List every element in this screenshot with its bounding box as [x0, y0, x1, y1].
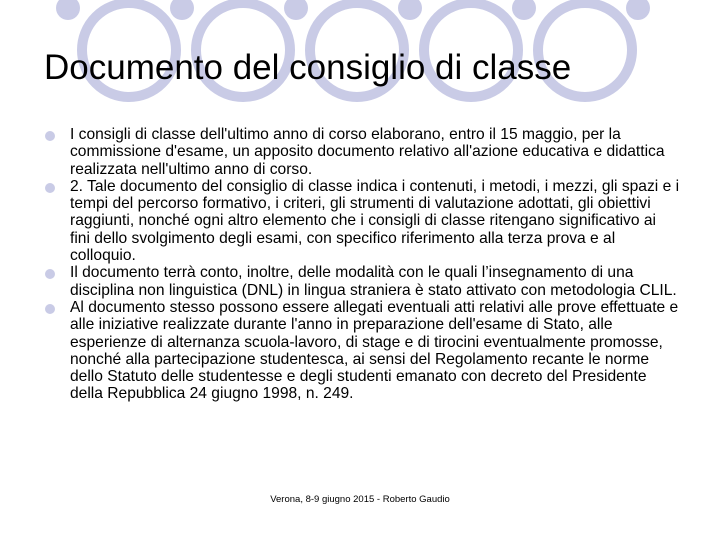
bullet-text: I consigli di classe dell'ultimo anno di corso elaborano, entro il 15 maggio, per la commissione d'esame, un apposito documento relativo all'azione educativa e didattica realizzata nell'ultimo anno di corso.	[70, 126, 665, 178]
decorative-dot	[512, 0, 536, 20]
bullet-item	[0, 264, 680, 299]
decorative-dot	[398, 0, 422, 20]
bullet-text: Il documento terrà conto, inoltre, delle modalità con le quali l’insegnamento di una disciplina non linguistica (DNL) in lingua straniera è stato attivato con metodologia CLIL.	[70, 264, 677, 299]
bullet-item	[0, 126, 680, 178]
bullet-text: 2. Tale documento del consiglio di classe indica i contenuti, i metodi, i mezzi, gli spazi e i tempi del percorso formativo, i criteri, gli strumenti di valutazione adottati, gli obiettivi raggiunti, nonché ogni altro elemento che i consigli di classe ritengano significativo ai fini dello svolgimento degli esami, con specifico riferimento alla terza prova e al colloquio.	[70, 177, 680, 265]
bullet-item	[0, 178, 680, 264]
decorative-dot	[626, 0, 650, 20]
bullet-text: Al documento stesso possono essere allegati eventuali atti relativi alle prove effettuate e alle iniziative realizzate durante l'anno in preparazione dell'esame di Stato, alle esperienze di alternanza scuola-lavoro, di stage e di tirocini eventualmente promosse, nonché alla partecipazione studentesca, ai sensi del Regolamento recante le norme dello Statuto delle studentesse e degli studenti emanato con decreto del Presidente della Repubblica 24 giugno 1998, n. 249.	[70, 298, 679, 403]
slide-title: Documento del consiglio di classe	[44, 48, 572, 87]
decorative-dot	[56, 0, 80, 20]
bullet-icon	[45, 183, 55, 193]
slide-footer: Verona, 8-9 giugno 2015 - Roberto Gaudio	[270, 494, 450, 505]
decorative-dot	[284, 0, 308, 20]
decorative-dot	[170, 0, 194, 20]
bullet-icon	[45, 304, 55, 314]
bullet-icon	[45, 131, 55, 141]
bullet-item	[0, 299, 680, 403]
bullet-list	[0, 126, 720, 403]
bullet-icon	[45, 269, 55, 279]
